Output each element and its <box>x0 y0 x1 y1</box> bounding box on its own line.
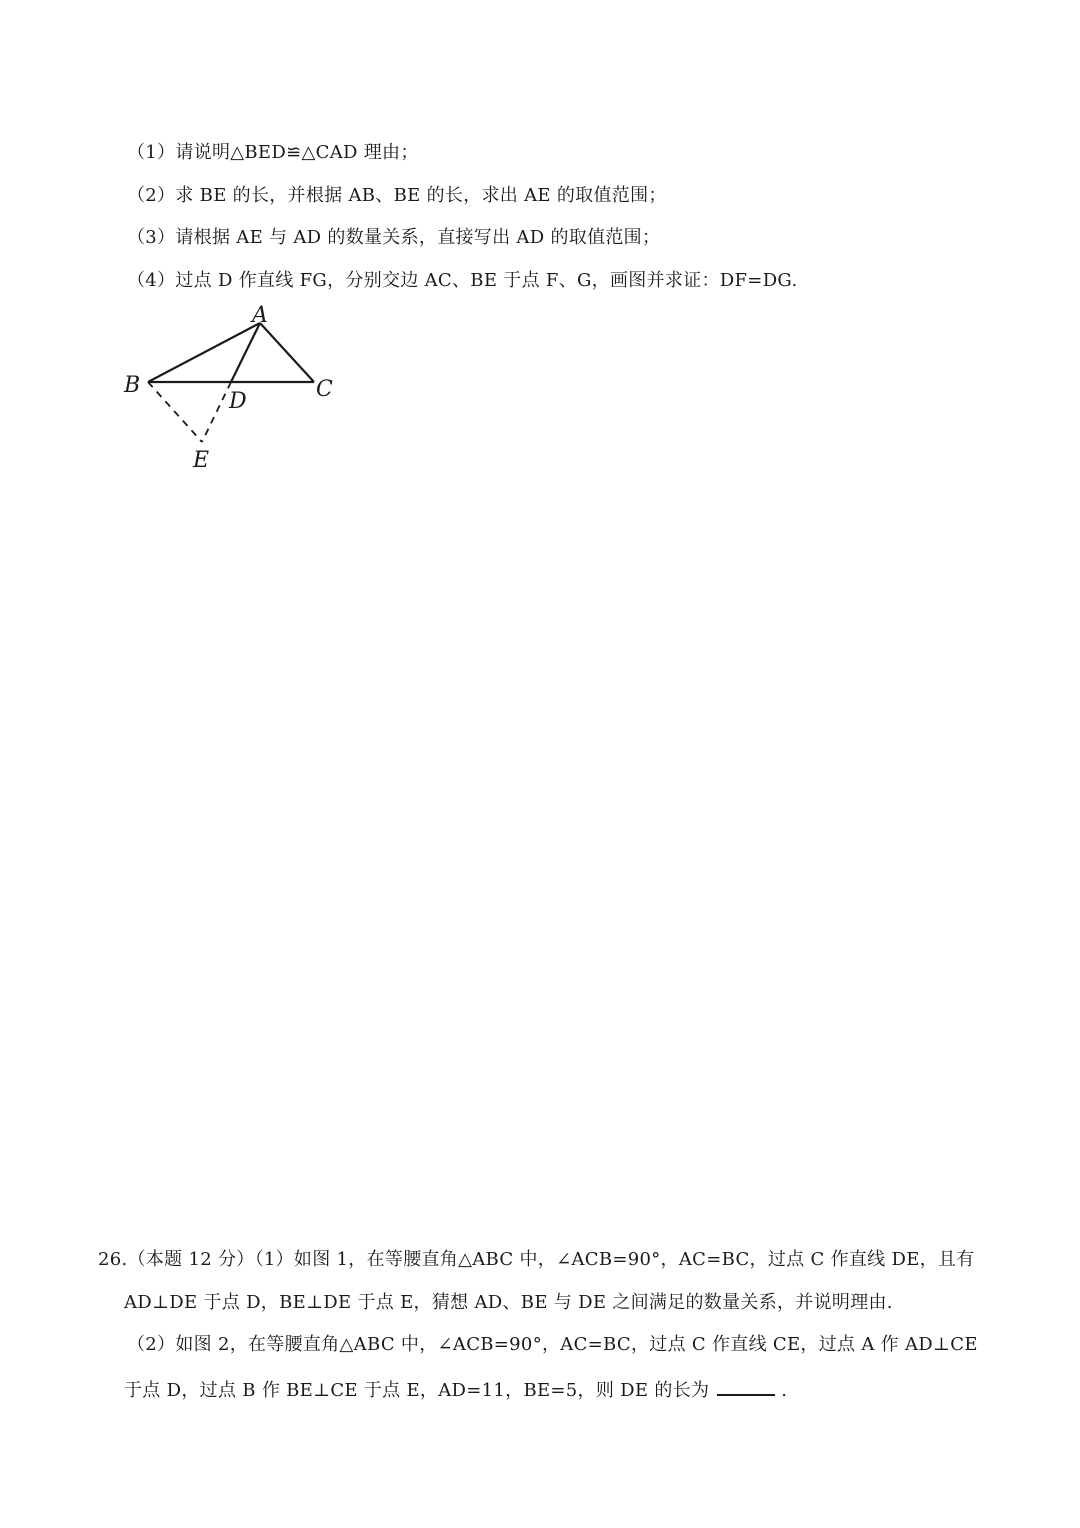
q26-line-4-end: . <box>781 1380 788 1401</box>
q26-line-1: 26.（本题 12 分）（1）如图 1，在等腰直角△ABC 中，∠ACB=90°，AC=BC，过点 C 作直线 DE，且有 <box>98 1249 975 1270</box>
sub-question-3: （3）请根据 AE 与 AD 的数量关系，直接写出 AD 的取值范围； <box>127 227 661 248</box>
answer-blank[interactable] <box>717 1376 775 1396</box>
q26-line-3: （2）如图 2，在等腰直角△ABC 中，∠ACB=90°，AC=BC，过点 C 作直线 CE，过点 A 作 AD⊥CE <box>127 1334 978 1355</box>
sub-question-4: （4）过点 D 作直线 FG，分别交边 AC、BE 于点 F、G，画图并求证：DF=DG. <box>127 270 798 291</box>
segment-ac <box>260 323 314 382</box>
q26-line-2: AD⊥DE 于点 D，BE⊥DE 于点 E，猜想 AD、BE 与 DE 之间满足的数量关系，并说明理由. <box>124 1292 893 1313</box>
q26-line-4 <box>124 1376 787 1403</box>
label-b: B <box>124 373 141 398</box>
segment-ab <box>148 323 260 382</box>
segment-be-dashed <box>148 382 202 442</box>
geometry-figure <box>112 298 352 478</box>
q26-line-4-text: 于点 D，过点 B 作 BE⊥CE 于点 E，AD=11，BE=5，则 DE 的长为 <box>124 1380 710 1401</box>
sub-question-1: （1）请说明△BED≌△CAD 理由； <box>127 142 419 163</box>
sub-question-2: （2）求 BE 的长，并根据 AB、BE 的长，求出 AE 的取值范围； <box>127 185 667 206</box>
label-e: E <box>193 448 210 473</box>
segment-de-dashed <box>202 382 231 442</box>
label-d: D <box>229 389 247 414</box>
label-a: A <box>252 303 268 328</box>
label-c: C <box>316 377 333 402</box>
